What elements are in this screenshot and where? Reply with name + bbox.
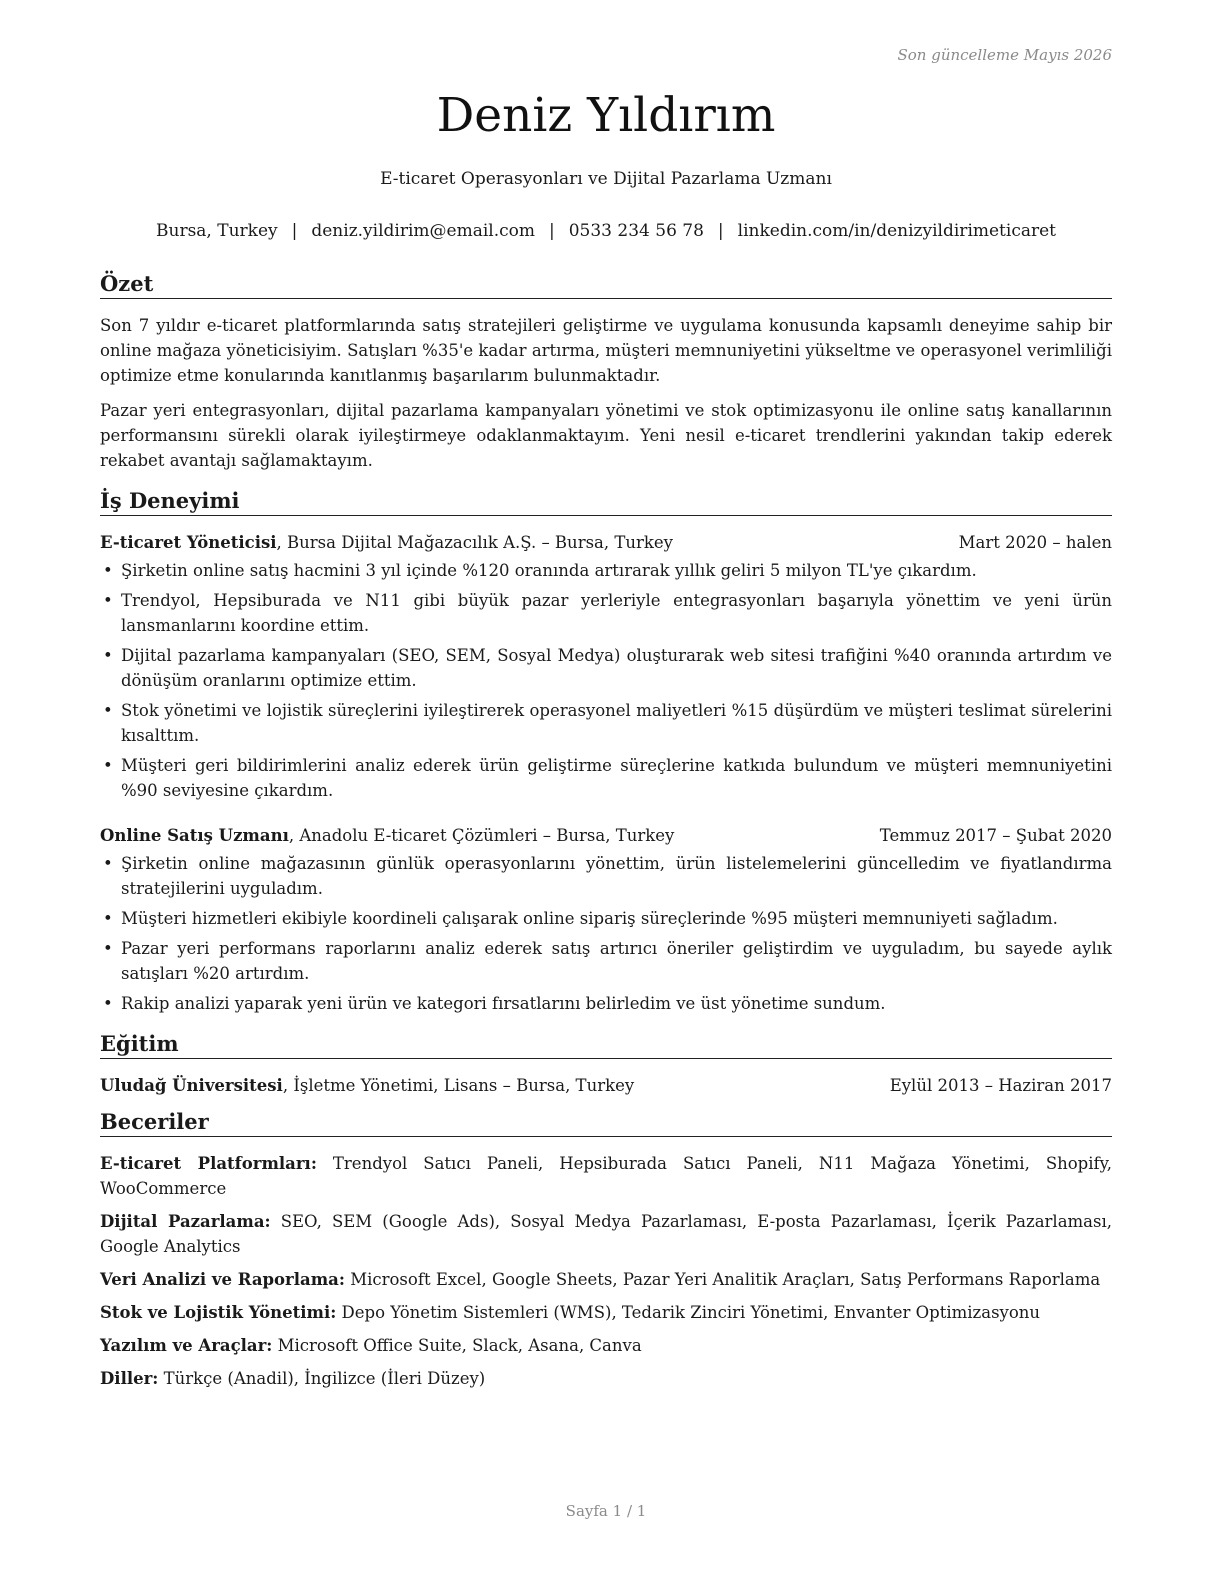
education-details: , İşletme Yönetimi, Lisans – Bursa, Turkey [282, 1076, 635, 1095]
job-header [100, 823, 1112, 848]
skills-list [100, 1137, 1112, 1391]
job-bullet: • Müşteri geri bildirimlerini analiz ederek ürün geliştirme süreçlerine katkıda bulundum ve müşteri memnuniyetini %90 seviyesine çıkardım. [100, 753, 1112, 803]
job-bullet: • Şirketin online mağazasının günlük operasyonlarını yönettim, ürün listelemelerini güncelledim ve fiyatlandırma stratejilerini uyguladım. [100, 851, 1112, 901]
candidate-name: Deniz Yıldırım [436, 88, 776, 143]
job-bullet: • Şirketin online satış hacmini 3 yıl içinde %120 oranında artırarak yıllık geliri 5 milyon TL'ye çıkardım. [100, 558, 1112, 583]
job-title-line [100, 823, 674, 848]
skill-value: Depo Yönetim Sistemleri (WMS), Tedarik Zinciri Yönetimi, Envanter Optimizasyonu [336, 1303, 1041, 1322]
job-bullet: • Rakip analizi yaparak yeni ürün ve kategori fırsatlarını belirledim ve üst yönetime sundum. [100, 991, 1112, 1016]
job-dates: Mart 2020 – halen [958, 533, 1112, 552]
skill-label: Yazılım ve Araçlar: [100, 1336, 273, 1355]
skill-row [100, 1267, 1112, 1292]
job-bullet: • Müşteri hizmetleri ekibiyle koordineli çalışarak online sipariş süreçlerinde %95 müşteri memnuniyeti sağladım. [100, 906, 1112, 931]
skill-value: SEO, SEM (Google Ads), Sosyal Medya Pazarlaması, E-posta Pazarlaması, İçerik Pazarlaması, Google Analytics [100, 1212, 1112, 1256]
section-title-skills: Beceriler [100, 1108, 1112, 1137]
job-role: E-ticaret Yöneticisi [100, 533, 277, 552]
contact-separator: | [291, 221, 298, 241]
skill-row [100, 1333, 1112, 1358]
education-line [100, 1073, 634, 1098]
job-bullets [100, 558, 1112, 803]
job-role: Online Satış Uzmanı [100, 826, 289, 845]
skill-label: Diller: [100, 1369, 159, 1388]
resume-page [100, 0, 1112, 1584]
job-title-line [100, 530, 673, 555]
job-bullet: • Dijital pazarlama kampanyaları (SEO, SEM, Sosyal Medya) oluşturarak web sitesi trafiğini %40 oranında artırdım ve dönüşüm oranlarını optimize ettim. [100, 643, 1112, 693]
skill-row [100, 1366, 1112, 1391]
contact-linkedin[interactable]: linkedin.com/in/denizyildirimeticaret [737, 221, 1056, 241]
contact-email[interactable]: deniz.yildirim@email.com [311, 221, 535, 241]
skill-value: Microsoft Office Suite, Slack, Asana, Canva [272, 1336, 642, 1355]
skill-value: Trendyol Satıcı Paneli, Hepsiburada Satıcı Paneli, N11 Mağaza Yönetimi, Shopify, WooCommerce [100, 1154, 1113, 1198]
skill-value: Türkçe (Anadil), İngilizce (İleri Düzey) [158, 1369, 486, 1388]
job-bullet: • Pazar yeri performans raporlarını analiz ederek satış artırıcı öneriler geliştirdim ve uyguladım, bu sayede aylık satışları %20 artırdım. [100, 936, 1112, 986]
skill-row [100, 1209, 1112, 1259]
skill-label: Dijital Pazarlama: [100, 1212, 271, 1231]
job-bullet: • Trendyol, Hepsiburada ve N11 gibi büyük pazar yerleriyle entegrasyonları başarıyla yönettim ve yeni ürün lansmanlarını koordine ettim. [100, 588, 1112, 638]
section-title-summary: Özet [100, 270, 1112, 299]
skill-value: Microsoft Excel, Google Sheets, Pazar Yeri Analitik Araçları, Satış Performans Raporlama [344, 1270, 1101, 1289]
last-updated: Son güncelleme Mayıs 2026 [897, 46, 1112, 64]
skill-row [100, 1151, 1112, 1201]
summary-paragraph: Son 7 yıldır e-ticaret platformlarında satış stratejileri geliştirme ve uygulama konusunda kapsamlı deneyime sahip bir online mağaza yöneticisiyim. Satışları %35'e kadar artırma, müşteri memnuniyetini yükseltme ve operasyonel verimliliği optimize etme konularında kanıtlanmış başarılarım bulunmaktadır. [100, 316, 1112, 385]
skill-label: Stok ve Lojistik Yönetimi: [100, 1303, 337, 1322]
contact-phone[interactable]: 0533 234 56 78 [568, 221, 704, 241]
section-title-experience: İş Deneyimi [100, 487, 1112, 516]
job-bullets [100, 851, 1112, 1016]
contact-separator: | [549, 221, 555, 241]
skill-row [100, 1300, 1112, 1325]
summary-paragraph: Pazar yeri entegrasyonları, dijital pazarlama kampanyaları yönetimi ve stok optimizasyonu ile online satış kanallarının performansını sürekli olarak iyileştirmeye odaklanmaktayım. Yeni nesil e-ticaret trendlerini yakından takip ederek rekabet avantajı sağlamaktayım. [100, 401, 1112, 470]
page-number: Sayfa 1 / 1 [565, 1502, 647, 1520]
contact-separator: | [717, 221, 724, 241]
contact-location: Bursa, Turkey [156, 221, 278, 241]
job-dates: Temmuz 2017 – Şubat 2020 [879, 826, 1112, 845]
resume-content [100, 270, 1112, 1391]
education-entry [100, 1073, 1112, 1098]
job-header [100, 530, 1112, 555]
education-dates: Eylül 2013 – Haziran 2017 [889, 1076, 1112, 1095]
contact-line [100, 219, 1112, 243]
job-company: , Bursa Dijital Mağazacılık A.Ş. – Bursa, Turkey [276, 533, 673, 552]
section-title-education: Eğitim [100, 1030, 1112, 1059]
skill-label: E-ticaret Platformları: [100, 1154, 317, 1173]
education-school: Uludağ Üniversitesi [100, 1076, 283, 1095]
job-company: , Anadolu E-ticaret Çözümleri – Bursa, Turkey [288, 826, 675, 845]
candidate-headline: E-ticaret Operasyonları ve Dijital Pazarlama Uzmanı [380, 169, 832, 189]
job-bullet: • Stok yönetimi ve lojistik süreçlerini iyileştirerek operasyonel maliyetleri %15 düşürdüm ve müşteri teslimat sürelerini kısalttım. [100, 698, 1112, 748]
skill-label: Veri Analizi ve Raporlama: [100, 1270, 345, 1289]
